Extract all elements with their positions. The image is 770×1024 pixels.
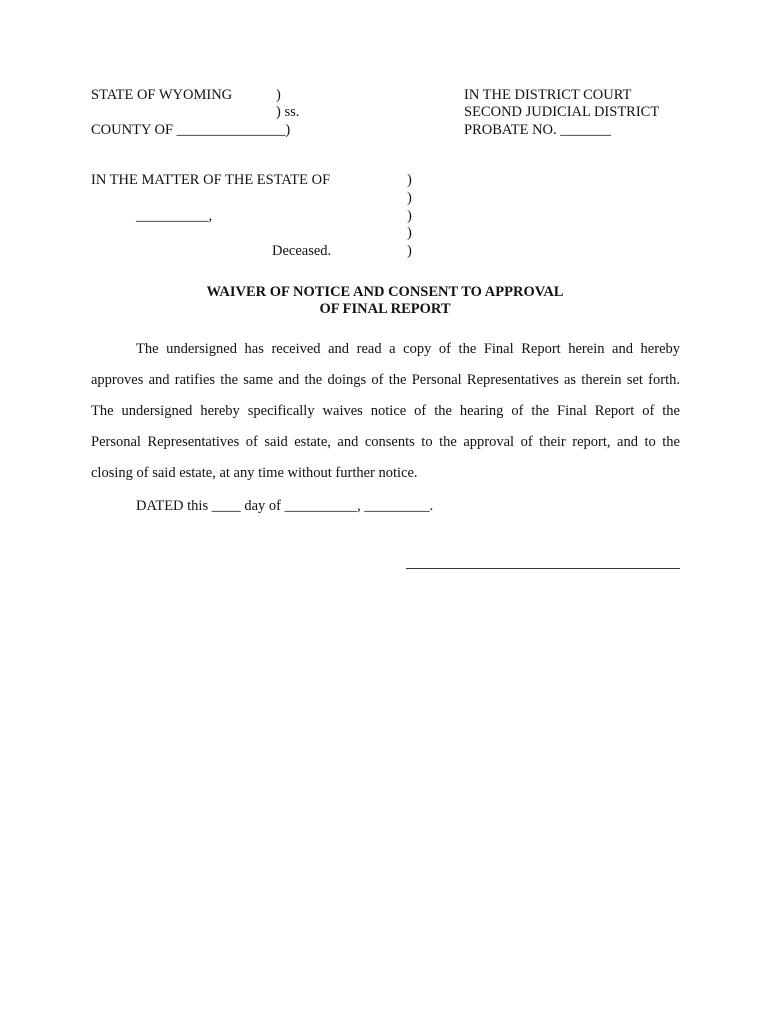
district-label: SECOND JUDICIAL DISTRICT xyxy=(464,104,660,120)
body-line: closing of said estate, at any time without further notice. xyxy=(91,465,418,481)
body-line: Personal Representatives of said estate, and consents to the approval of their report, and to the xyxy=(91,434,680,450)
decedent-name-blank: __________, xyxy=(136,208,213,224)
court-label: IN THE DISTRICT COURT xyxy=(464,87,632,103)
county-label: COUNTY OF _______________) xyxy=(91,122,291,138)
matter-paren: ) xyxy=(407,190,412,206)
probate-number: PROBATE NO. _______ xyxy=(464,122,612,138)
matter-paren: ) xyxy=(407,208,412,224)
ss-label: ) ss. xyxy=(276,104,300,120)
dated-line: DATED this ____ day of __________, _________. xyxy=(136,498,434,514)
matter-paren: ) xyxy=(407,225,412,241)
body-line: The undersigned has received and read a copy of the Final Report herein and hereby xyxy=(136,341,680,357)
state-label: STATE OF WYOMING xyxy=(91,87,233,103)
matter-paren: ) xyxy=(407,172,412,188)
document-title-line2: OF FINAL REPORT xyxy=(319,301,451,317)
signature-line xyxy=(406,568,680,569)
matter-paren: ) xyxy=(407,243,412,259)
body-line: The undersigned hereby specifically waives notice of the hearing of the Final Report of the xyxy=(91,403,680,419)
caption-paren: ) xyxy=(276,87,281,103)
document-title: WAIVER OF NOTICE AND CONSENT TO APPROVAL xyxy=(206,284,564,300)
body-line: approves and ratifies the same and the doings of the Personal Representatives as therein set forth. xyxy=(91,372,680,388)
matter-heading: IN THE MATTER OF THE ESTATE OF xyxy=(91,172,331,188)
deceased-label: Deceased. xyxy=(272,243,332,259)
